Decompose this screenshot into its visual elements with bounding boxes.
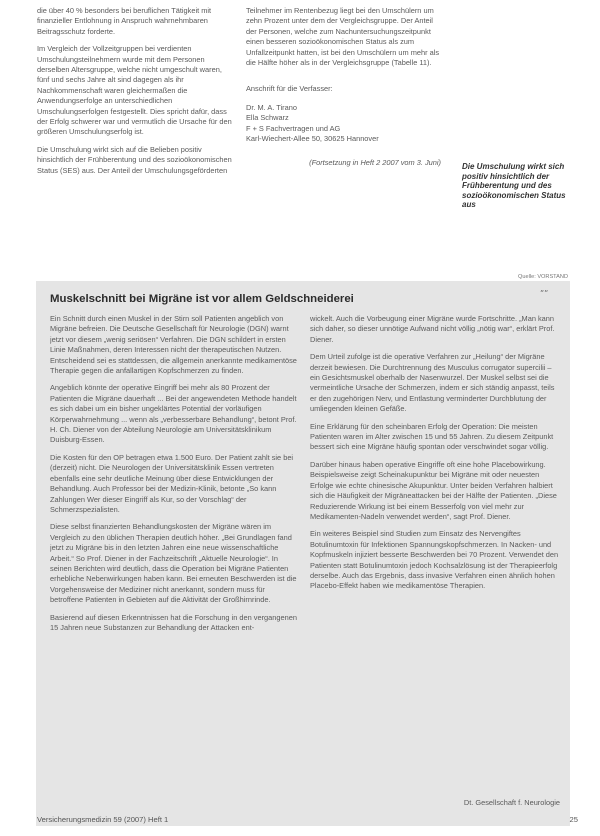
article-title: Muskelschnitt bei Migräne ist vor allem Geldschneiderei bbox=[50, 293, 354, 305]
address-line: Karl-Wiechert-Allee 50, 30625 Hannover bbox=[246, 134, 379, 144]
address-heading: Anschrift für die Verfasser: bbox=[246, 84, 333, 94]
paragraph: Eine Erklärung für den scheinbaren Erfolg der Operation: Die meisten Patienten waren im Alter zwischen 15 und 55 Jahren. Zu diesem Zeitpunkt bessert sich eine Migräne häufig spontan oder verschwindet sogar völlig. bbox=[310, 421, 554, 452]
paragraph: Dem Urteil zufolge ist die operative Verfahren zur „Heilung“ der Migräne derzeit bewiesen. Die Durchtrennung des Musculus corrugator supercilii – ein Gesichtsmuskel oberhalb der Nasenwurzel. Der Muskel selbst sei die vermeintliche Ursache der Schmerzen, indem er sich ständig anpasst, teils er den zugehörigen Nerv, und Entlastung verminderter Durchblutung der umliegenden kleinen Gefäße. bbox=[310, 352, 555, 414]
paragraph: Darüber hinaus haben operative Eingriffe oft eine hohe Placebowirkung. Beispielsweise zeigt Scheinakupunktur bei Migräne mit oder neuesten Erfolge wie echte chinesische Akupunktur. Unter beiden Verfahren halbiert sich die Häufigkeit der Migräneattacken bei der Hälfte der Patienten. „Diese Reduzierende Wirkung ist bei einem Besserfolg von viel mehr zur Medikamenten-Nadeln verwendet werden“, sagt Prof. Diener. bbox=[310, 459, 557, 521]
article-column-right bbox=[310, 314, 560, 789]
page-number: 25 bbox=[569, 815, 578, 824]
article-signature: Dt. Gesellschaft f. Neurologie bbox=[463, 798, 560, 807]
address-block bbox=[246, 84, 441, 144]
paragraph: Im Vergleich der Vollzeitgruppen bei verdienten Umschulungsteilnehmern wurde mit dem Personen derselben Altersgruppe, welche nicht umgeschult waren, fünf und sechs Jahre alt sind dagegen als ihr Nachkommenschaft waren gleichermaßen die Anwendungserfolge an unterschiedlichen Umschulungserfolgen festgestellt. Dies spricht dafür, dass der Erfolg schwerer war und vermutlich die Ursache für den größeren Umschulungserfolg ist. bbox=[37, 44, 232, 137]
paragraph: Ein Schnitt durch einen Muskel in der Stirn soll Patienten angeblich von Migräne befreien. Die Deutsche Gesellschaft für Neurologie (DGN) warnt jetzt vor diesem „wenig seriösen“ Verfahren. Die DGN schildert in ersten Linie Maßnahmen, deren Interessen nicht der therapeutischen Nutzen. Entscheidend sei es stattdessen, die allgemein anerkannte medikamentöse Therapie gegen die anfallartigen Kopfschmerzen zu finden. bbox=[50, 314, 297, 376]
source-tag: Quelle: VORSTAND bbox=[518, 274, 568, 280]
paragraph: Basierend auf diesen Erkenntnissen hat die Forschung in den vergangenen 15 Jahren neue Substanzen zur Behandlung der Attacken ent- bbox=[50, 612, 297, 632]
paragraph: die über 40 % besonders bei beruflichen Tätigkeit mit finanzieller Entlohnung in Anspruch wahrnehmbaren Beitragsschutz forderte. bbox=[37, 6, 212, 36]
paragraph: wickelt. Auch die Vorbeugung einer Migräne wurde Fortschritte. „Man kann sich daher, so dieser unnötige Aufwand nicht völlig „nötig war“, erklärt Prof. Diener. bbox=[310, 314, 555, 344]
address-line: F + S Fachvertragen und AG bbox=[246, 123, 341, 133]
continuation-note: (Fortsetzung in Heft 2 2007 vom 3. Juni) bbox=[309, 158, 441, 168]
margin-note: Die Umschulung wirkt sich positiv hinsichtlich der Frühberentung und des sozioökonomischen Status aus bbox=[462, 162, 566, 210]
paragraph: Teilnehmer im Rentenbezug liegt bei den Umschülern um zehn Prozent unter dem der Vergleichsgruppe. Der Anteil der Personen, welche zum Nachuntersuchungszeitpunkt einen besseren sozioökonomischen Status als zum Unfallzeitpunkt hatten, ist bei den Umschülern um mehr als die Hälfte höher als in der Vergleichsgruppe (Tabelle 11). bbox=[246, 6, 440, 68]
address-line: Ella Schwarz bbox=[246, 113, 289, 123]
top-column-right bbox=[246, 6, 441, 242]
address-line: Dr. M. A. Tirano bbox=[246, 102, 297, 112]
paragraph: Die Kosten für den OP betragen etwa 1.500 Euro. Der Patient zahlt sie bei (derzeit) nicht. Die Neurologen der Universitätsklinik Essen vertreten ebenfalls eine sehr deutliche Meinung über diese Entwicklungen der Behandlung. Auch Professor bei der Medizin-Klinik, betonte „So kann Zahlungen Wer dieser Eingriff als Kur, so der Vorschlag“ der Schmerzspezialisten. bbox=[50, 452, 294, 514]
paragraph: Angeblich könnte der operative Eingriff bei mehr als 80 Prozent der Patienten die Migräne dauerhaft ... Bei der angewendeten Methode handelt es sich dabei um ein bisher ungeklärtes Potential der vorläufigen Körperwahrnehmung ... wenn als „verbesserbare Behandlung“, betont Prof. H. Ch. Diener von der Abteilung Neurologie am Universitätsklinikum Duisburg-Essen. bbox=[50, 383, 297, 445]
quote-mark-icon: „„ bbox=[540, 284, 549, 293]
top-column-left bbox=[37, 6, 232, 242]
footer-journal: Versicherungsmedizin 59 (2007) Heft 1 bbox=[37, 815, 169, 824]
paragraph: Die Umschulung wirkt sich auf die Belieben positiv hinsichtlich der Frühberentung und des sozioökonomischen Status (SES) aus. Der Anteil der Umschulungsgeförderten bbox=[37, 144, 232, 175]
article-column-left bbox=[50, 314, 299, 819]
paragraph: Ein weiteres Beispiel sind Studien zum Einsatz des Nervengiftes Botulinumtoxin für Infektionen Spannungskopfschmerzen. In Nacken- und Kopfmuskeln injiziert besserte Beschwerden bei 70 Prozent. Verwendet den Patienten statt Botulinumtoxin jedoch Kochsalzlösung ist der Therapieerfolg derselbe. Auch das Ergebnis, dass invasive Verfahren einen ähnlich hohen Placebo-Effekt haben wie medikamentöse Therapien. bbox=[310, 529, 559, 591]
paragraph: Diese selbst finanzierten Behandlungskosten der Migräne wären im Vergleich zu den üblichen Therapien deutlich höher. „Bei Grundlagen fand jetzt zu Migräne bis in den letzten Jahren eine neue wissenschaftliche Arbeit.“ So Prof. Diener in der Fachzeitschrift „Aktuelle Neurologie“. In seinen Berichten wird deutlich, dass die Operation bei Migräne Patienten erhebliche Nebenwirkungen haben kann. Bei erneuten Beschwerden ist die Vorgehensweise der Mediziner nicht anerkannt, sondern muss für betroffene Patienten in Gebieten auf die Aktivität der Großhirnrinde. bbox=[50, 522, 297, 605]
